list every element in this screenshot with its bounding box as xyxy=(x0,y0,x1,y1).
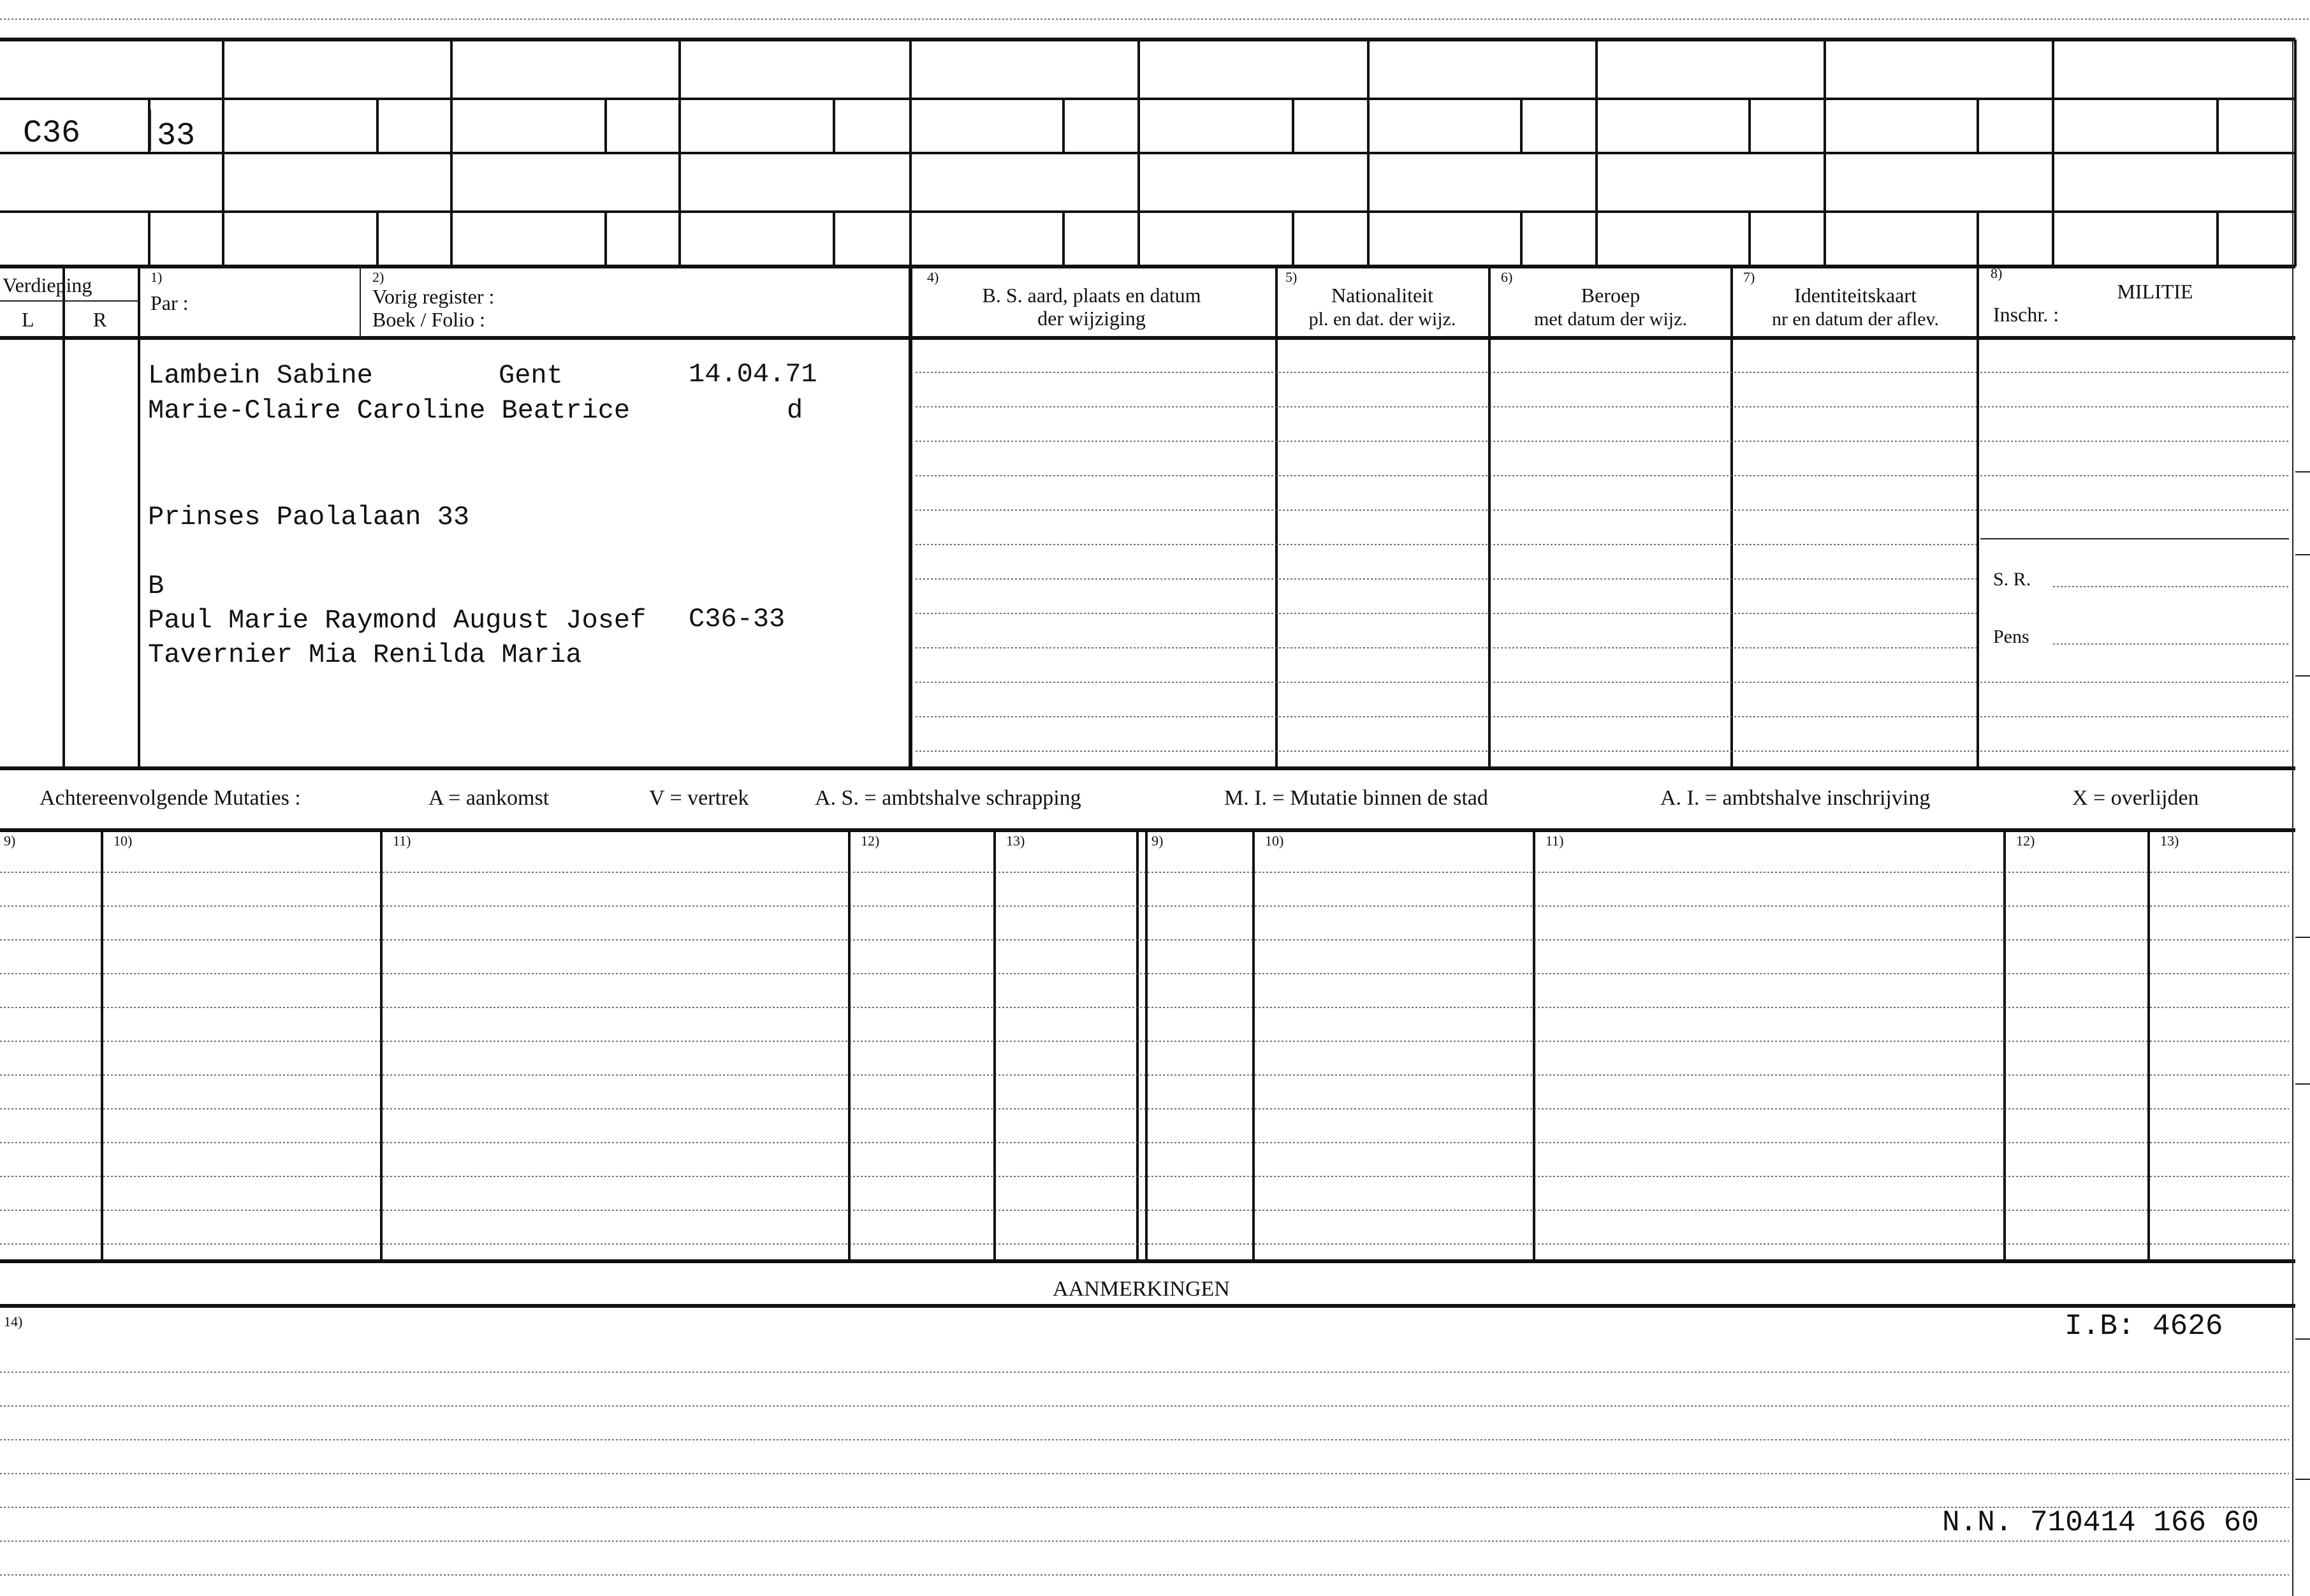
right-edge-marks xyxy=(2293,40,2310,1596)
mutaties-title: Achtereenvolgende Mutaties : xyxy=(40,786,301,810)
person-father-ref: C36-33 xyxy=(689,604,786,634)
mutaties-ai: A. I. = ambtshalve inschrijving xyxy=(1660,786,1931,810)
l-label: L xyxy=(22,308,34,331)
aanmerkingen-title: AANMERKINGEN xyxy=(1053,1277,1230,1301)
header-cell-right: 33 xyxy=(157,118,196,154)
col8-number: 8) xyxy=(1991,265,2003,281)
person-address: Prinses Paolalaan 33 xyxy=(148,502,470,532)
col6-line1: Beroep xyxy=(1581,284,1641,307)
mut-col-12a: 12) xyxy=(861,833,880,849)
col5-line2: pl. en dat. der wijz. xyxy=(1308,309,1456,330)
nn-number: N.N. 710414 166 60 xyxy=(1942,1506,2259,1539)
main-body xyxy=(148,359,2289,751)
mutaties-mi: M. I. = Mutatie binnen de stad xyxy=(1224,786,1488,810)
col1-title: Par : xyxy=(150,291,189,314)
person-given-names: Marie-Claire Caroline Beatrice xyxy=(148,395,631,426)
pens-label: Pens xyxy=(1993,626,2029,647)
mutaties-table xyxy=(0,830,2295,1261)
mut-col-13b: 13) xyxy=(2160,833,2179,849)
col2-line1: Vorig register : xyxy=(372,285,495,308)
mutaties-as: A. S. = ambtshalve schrapping xyxy=(815,786,1081,810)
col4-number: 4) xyxy=(927,269,939,285)
header-cell-left: C36 xyxy=(23,115,81,152)
person-name: Lambein Sabine xyxy=(148,360,373,391)
person-birthplace: Gent xyxy=(499,360,563,391)
col1-number: 1) xyxy=(150,269,163,285)
verdieping-label: Verdieping xyxy=(3,274,92,297)
mut-col-10b: 10) xyxy=(1265,833,1284,849)
mut-col-12b: 12) xyxy=(2016,833,2035,849)
person-code: B xyxy=(148,571,164,601)
aanmerkingen-number: 14) xyxy=(4,1314,23,1329)
col4-line2: der wijziging xyxy=(1037,307,1146,330)
col2-number: 2) xyxy=(372,269,384,285)
col6-line2: met datum der wijz. xyxy=(1534,309,1687,330)
col5-number: 5) xyxy=(1285,269,1298,285)
header-grid xyxy=(0,19,2310,267)
col7-line1: Identiteitskaart xyxy=(1794,284,1917,307)
col8-title: MILITIE xyxy=(2117,280,2193,303)
mut-col-10a: 10) xyxy=(113,833,133,849)
sr-label: S. R. xyxy=(1993,569,2031,590)
mut-col-11a: 11) xyxy=(393,833,411,849)
person-sex: d xyxy=(787,395,803,426)
col8-inschr: Inschr. : xyxy=(1993,303,2059,326)
col6-number: 6) xyxy=(1501,269,1513,285)
aanmerkingen-section xyxy=(0,1277,2295,1575)
person-father: Paul Marie Raymond August Josef xyxy=(148,605,647,636)
col7-number: 7) xyxy=(1743,269,1755,285)
r-label: R xyxy=(93,308,107,331)
mut-col-9b: 9) xyxy=(1151,833,1164,849)
col7-line2: nr en datum der aflev. xyxy=(1771,309,1940,330)
person-mother: Tavernier Mia Renilda Maria xyxy=(148,640,582,670)
person-birthdate: 14.04.71 xyxy=(689,359,817,390)
mutaties-x: X = overlijden xyxy=(2072,786,2199,810)
mutaties-v: V = vertrek xyxy=(649,786,749,810)
mutaties-legend xyxy=(0,768,2295,810)
col4-line1: B. S. aard, plaats en datum xyxy=(982,284,1201,307)
col2-line2: Boek / Folio : xyxy=(372,308,485,331)
ib-number: I.B: 4626 xyxy=(2065,1310,2223,1343)
mut-col-9a: 9) xyxy=(4,833,16,849)
mutaties-a: A = aankomst xyxy=(428,786,550,810)
mut-col-13a: 13) xyxy=(1006,833,1025,849)
col5-line1: Nationaliteit xyxy=(1331,284,1433,307)
mut-col-11b: 11) xyxy=(1546,833,1564,849)
